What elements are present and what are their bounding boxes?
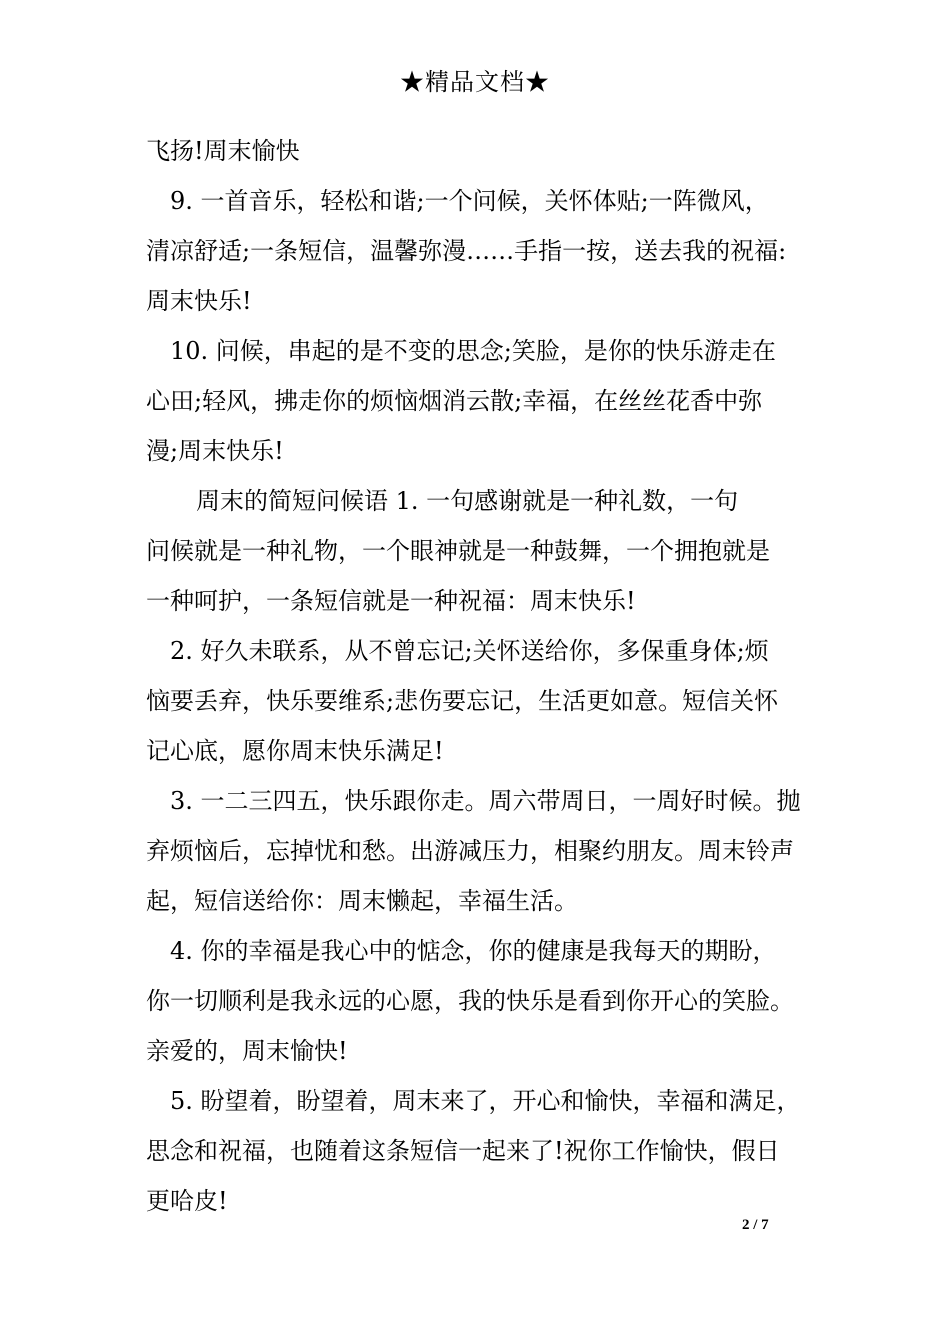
page-header-title: ★精品文档★	[400, 68, 550, 96]
text-line: 10. 问候，串起的是不变的思念;笑脸，是你的快乐游走在	[170, 337, 776, 365]
text-line: 9. 一首音乐，轻松和谐;一个问候，关怀体贴;一阵微风，	[170, 187, 769, 215]
text-line: 思念和祝福，也随着这条短信一起来了!祝你工作愉快，假日	[146, 1137, 780, 1165]
page-number: 2 / 7	[742, 1217, 769, 1233]
text-line: 清凉舒适;一条短信，温馨弥漫……手指一按，送去我的祝福:	[146, 237, 787, 265]
text-line: 你一切顺利是我永远的心愿，我的快乐是看到你开心的笑脸。	[146, 987, 794, 1015]
text-line: 周末的简短问候语 1. 一句感谢就是一种礼数，一句	[196, 487, 739, 515]
text-line: 飞扬!周末愉快	[146, 137, 300, 165]
text-line: 亲爱的，周末愉快!	[146, 1037, 348, 1065]
text-line: 漫;周末快乐!	[146, 437, 284, 465]
text-line: 4. 你的幸福是我心中的惦念，你的健康是我每天的期盼，	[170, 937, 777, 965]
body-text	[146, 126, 826, 1226]
text-line: 恼要丢弃，快乐要维系;悲伤要忘记，生活更如意。短信关怀	[146, 687, 779, 715]
text-line: 5. 盼望着，盼望着，周末来了，开心和愉快，幸福和满足，	[170, 1087, 801, 1115]
text-line: 一种呵护，一条短信就是一种祝福：周末快乐!	[146, 587, 636, 615]
text-line: 起，短信送给你：周末懒起，幸福生活。	[146, 887, 578, 915]
text-line: 记心底，愿你周末快乐满足!	[146, 737, 444, 765]
text-line: 心田;轻风，拂走你的烦恼烟消云散;幸福，在丝丝花香中弥	[146, 387, 763, 415]
text-line: 2. 好久未联系，从不曾忘记;关怀送给你，多保重身体;烦	[170, 637, 769, 665]
text-line: 3. 一二三四五，快乐跟你走。周六带周日，一周好时候。抛	[170, 787, 801, 815]
text-line: 周末快乐!	[146, 287, 252, 315]
text-line: 更哈皮!	[146, 1187, 228, 1215]
text-line: 问候就是一种礼物，一个眼神就是一种鼓舞，一个拥抱就是	[146, 537, 770, 565]
text-line: 弃烦恼后，忘掉忧和愁。出游减压力，相聚约朋友。周末铃声	[146, 837, 794, 865]
